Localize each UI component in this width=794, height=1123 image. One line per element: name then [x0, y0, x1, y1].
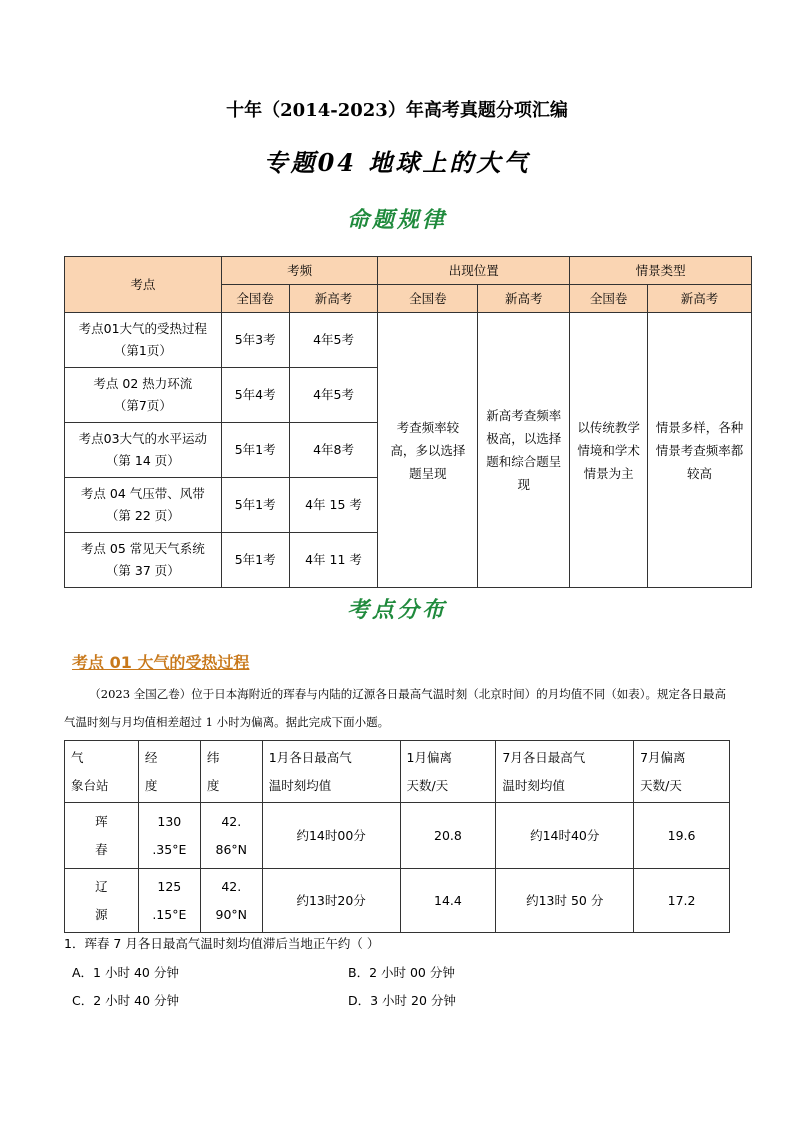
subheader-quanguo: 全国卷 — [378, 285, 478, 313]
freq-quanguo: 5年4考 — [221, 368, 289, 423]
section-heading: 考点 01 大气的受热过程 — [72, 653, 250, 672]
freq-xingaokao: 4年 15 考 — [289, 478, 378, 533]
freq-xingaokao: 4年 11 考 — [289, 533, 378, 588]
jul-time-cell: 约13时 50 分 — [496, 869, 634, 933]
longitude-cell: 125 .15°E — [138, 869, 200, 933]
jan-days-cell: 20.8 — [400, 803, 496, 869]
jul-days-cell: 17.2 — [634, 869, 730, 933]
table-row — [65, 803, 730, 869]
kaodian-page: （第 22 页） — [105, 508, 180, 523]
th-longitude: 经 度 — [138, 741, 200, 803]
jan-time-cell: 约14时00分 — [262, 803, 400, 869]
option-a[interactable]: A．1 小时 40 分钟 — [72, 965, 179, 980]
latitude-cell: 42. 90°N — [200, 869, 262, 933]
longitude-cell: 130 .35°E — [138, 803, 200, 869]
freq-quanguo: 5年1考 — [221, 478, 289, 533]
kaodian-cell — [65, 533, 222, 588]
subheader-quanguo: 全国卷 — [570, 285, 648, 313]
option-d[interactable]: D．3 小时 20 分钟 — [348, 993, 456, 1008]
kaodian-name: 考点 02 热力环流 — [93, 376, 193, 391]
kaodian-name: 考点01大气的受热过程 — [78, 321, 208, 336]
kaodian-cell — [65, 478, 222, 533]
exam-rules-table — [64, 256, 752, 588]
table-row — [65, 313, 752, 368]
document-title: 十年（2014-2023）年高考真题分项汇编 — [226, 100, 568, 121]
topic-title: 专题04 地球上的大气 — [263, 148, 531, 177]
header-kaopin: 考频 — [221, 257, 378, 285]
subheader-xingaokao: 新高考 — [289, 285, 378, 313]
kaodian-name: 考点 05 常见天气系统 — [80, 541, 205, 556]
freq-xingaokao: 4年5考 — [289, 313, 378, 368]
kaodian-page: （第 37 页） — [105, 563, 180, 578]
freq-xingaokao: 4年8考 — [289, 423, 378, 478]
jul-time-cell: 约14时40分 — [496, 803, 634, 869]
th-jul-days: 7月偏离 天数/天 — [634, 741, 730, 803]
option-b[interactable]: B．2 小时 00 分钟 — [348, 965, 455, 980]
header-scene: 情景类型 — [570, 257, 752, 285]
table-header-row — [65, 741, 730, 803]
table-row — [65, 869, 730, 933]
th-station: 气 象台站 — [65, 741, 139, 803]
section-title-distribution: 考点分布 — [346, 597, 447, 623]
header-position: 出现位置 — [378, 257, 570, 285]
jan-time-cell: 约13时20分 — [262, 869, 400, 933]
kaodian-name: 考点 04 气压带、风带 — [80, 486, 205, 501]
position-quanguo: 考查频率较高，多以选择题呈现 — [378, 313, 478, 588]
subheader-quanguo: 全国卷 — [221, 285, 289, 313]
th-jan-days: 1月偏离 天数/天 — [400, 741, 496, 803]
latitude-cell: 42. 86°N — [200, 803, 262, 869]
subheader-xingaokao: 新高考 — [478, 285, 570, 313]
kaodian-name: 考点03大气的水平运动 — [78, 431, 208, 446]
freq-quanguo: 5年1考 — [221, 423, 289, 478]
jan-days-cell: 14.4 — [400, 869, 496, 933]
kaodian-cell — [65, 423, 222, 478]
station-cell: 辽 源 — [65, 869, 139, 933]
header-kaodian: 考点 — [65, 257, 222, 313]
station-cell: 珲 春 — [65, 803, 139, 869]
kaodian-page: （第1页） — [113, 343, 172, 358]
question-text: 1．珲春 7 月各日最高气温时刻均值滞后当地正午约（ ） — [64, 936, 380, 951]
jul-days-cell: 19.6 — [634, 803, 730, 869]
kaodian-page: （第7页） — [113, 398, 172, 413]
kaodian-cell — [65, 368, 222, 423]
subheader-xingaokao: 新高考 — [648, 285, 752, 313]
station-data-table — [64, 740, 730, 933]
scene-xingaokao: 情景多样，各种情景考查频率都较高 — [648, 313, 752, 588]
th-jan-time: 1月各日最高气 温时刻均值 — [262, 741, 400, 803]
question-stem: （2023 全国乙卷）位于日本海附近的珲春与内陆的辽源各日最高气温时刻（北京时间）的月均值不同（如表）。规定各日最高气温时刻与月均值相差超过 1 小时为偏离。据此完成下面小题。 — [64, 687, 726, 729]
scene-quanguo: 以传统教学情境和学术情景为主 — [570, 313, 648, 588]
kaodian-cell — [65, 313, 222, 368]
th-latitude: 纬 度 — [200, 741, 262, 803]
position-xingaokao: 新高考查频率极高，以选择题和综合题呈现 — [478, 313, 570, 588]
section-title-rules: 命题规律 — [346, 207, 447, 233]
freq-quanguo: 5年3考 — [221, 313, 289, 368]
freq-quanguo: 5年1考 — [221, 533, 289, 588]
th-jul-time: 7月各日最高气 温时刻均值 — [496, 741, 634, 803]
option-c[interactable]: C．2 小时 40 分钟 — [72, 993, 180, 1008]
freq-xingaokao: 4年5考 — [289, 368, 378, 423]
kaodian-page: （第 14 页） — [105, 453, 180, 468]
